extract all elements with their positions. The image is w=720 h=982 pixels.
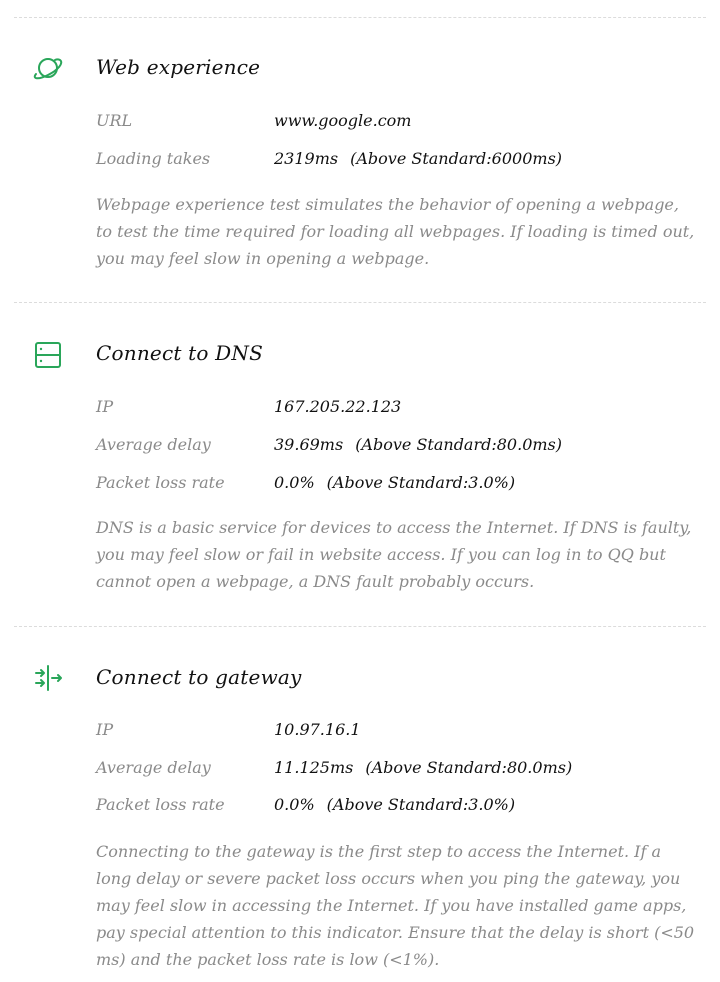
loading-time: 2319ms: [274, 149, 339, 168]
dns-delay-label: Average delay: [96, 435, 211, 454]
web-experience-description: Webpage experience test simulates the behavior of opening a webpage, to test the time required for loading all webpages. If loading is timed out, you may feel slow in opening a webpage.: [96, 195, 695, 268]
dns-ip-row: [96, 395, 700, 419]
gateway-loss-label: Packet loss rate: [96, 795, 225, 814]
dns-delay-row: [96, 433, 700, 457]
gateway-ip-value: 10.97.16.1: [274, 720, 361, 739]
gateway-delay-value: [274, 756, 572, 780]
dns-loss-value: [274, 471, 515, 495]
loading-value: [274, 147, 562, 171]
gateway-ip-row: [96, 718, 700, 742]
divider-2: [14, 626, 706, 627]
dns-delay-standard: (Above Standard:80.0ms): [355, 435, 562, 454]
gateway-delay-row: [96, 756, 700, 780]
dns-loss-label: Packet loss rate: [96, 473, 225, 492]
dns-description: DNS is a basic service for devices to access the Internet. If DNS is faulty, you may feel slow or fail in website access. If you can log in to QQ but cannot open a webpage, a DNS fault probably occurs.: [96, 518, 692, 591]
gateway-description: Connecting to the gateway is the first step to access the Internet. If a long delay or severe packet loss occurs when you ping the gateway, you may feel slow in accessing the Internet. If you have installed game apps, pay special attention to this indicator. Ensure that the delay is short (<50 ms) and the packet loss rate is low (<1%).: [96, 842, 695, 969]
gateway-loss-row: [96, 793, 700, 817]
gateway-loss-standard: (Above Standard:3.0%): [326, 795, 516, 814]
gateway-delay-time: 11.125ms: [274, 758, 354, 777]
url-value: www.google.com: [274, 111, 412, 130]
dns-loss-rate: 0.0%: [274, 473, 315, 492]
loading-standard: (Above Standard:6000ms): [350, 149, 563, 168]
loading-row: [96, 147, 700, 171]
gateway-delay-standard: (Above Standard:80.0ms): [365, 758, 573, 777]
server-icon: [30, 337, 66, 373]
gateway-loss-value: [274, 793, 515, 817]
gateway-ip-label: IP: [96, 720, 114, 739]
dns-ip-label: IP: [96, 397, 114, 416]
dns-delay-value: [274, 433, 562, 457]
dns-title: Connect to DNS: [96, 341, 264, 365]
dns-ip-value: 167.205.22.123: [274, 397, 402, 416]
gateway-loss-rate: 0.0%: [274, 795, 315, 814]
dns-loss-row: [96, 471, 700, 495]
dns-loss-standard: (Above Standard:3.0%): [326, 473, 516, 492]
url-label: URL: [96, 111, 133, 130]
dns-delay-time: 39.69ms: [274, 435, 344, 454]
planet-icon: [30, 50, 66, 86]
divider-1: [14, 302, 706, 303]
divider-top: [14, 17, 706, 18]
gateway-title: Connect to gateway: [96, 665, 302, 689]
loading-label: Loading takes: [96, 149, 211, 168]
gateway-arrows-icon: [30, 660, 66, 696]
web-experience-title: Web experience: [96, 55, 261, 79]
url-row: [96, 109, 700, 133]
gateway-delay-label: Average delay: [96, 758, 211, 777]
